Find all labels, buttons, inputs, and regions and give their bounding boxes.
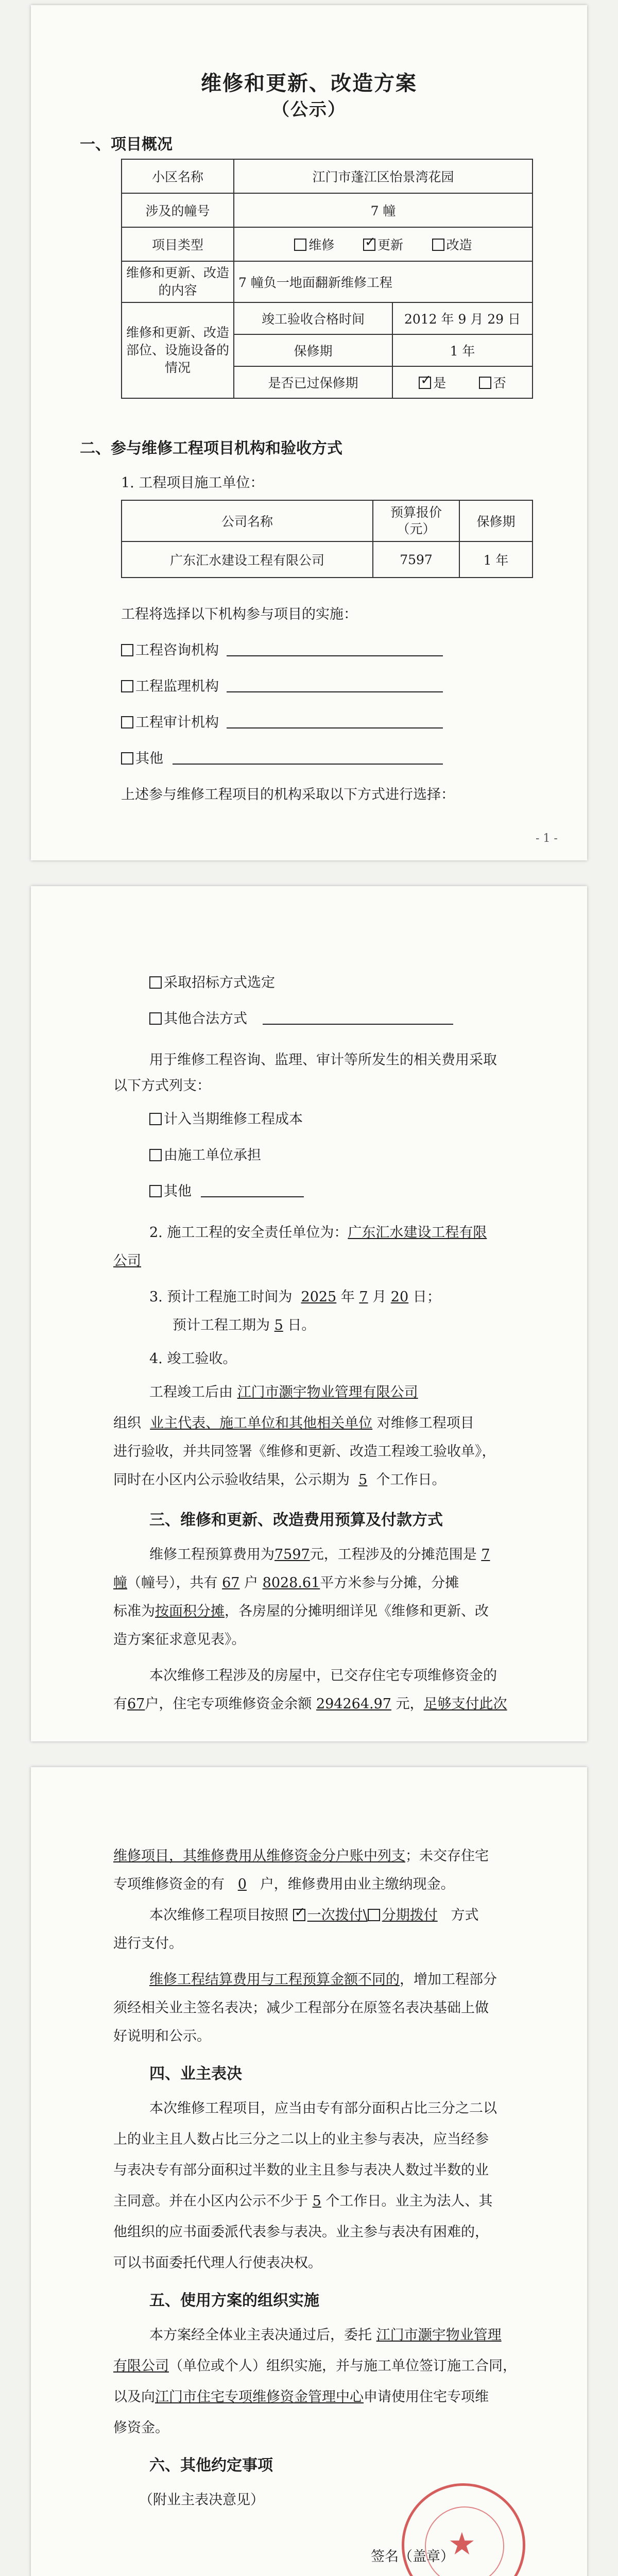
safety-value-cont: 公司 <box>113 1253 141 1269</box>
schedule-month: 7 <box>359 1289 368 1305</box>
impl-l3-a: 以及向 <box>113 2389 155 2405</box>
fee-other <box>149 1180 192 1200</box>
parts-label: 维修和更新、改造部位、设施设备的情况 <box>122 302 234 398</box>
community-label: 小区名称 <box>122 159 234 193</box>
fee-intro-1: 用于维修工程咨询、监理、审计等所发生的相关费用采取 <box>149 1052 497 1068</box>
budget-line-1 <box>149 1543 490 1563</box>
completion-label: 竣工验收合格时间 <box>234 302 392 334</box>
contractor-table <box>121 500 533 578</box>
vote-days: 5 <box>312 2193 321 2209</box>
budget-l3-a: 标准为 <box>113 1603 155 1619</box>
warranty-value: 1 年 <box>392 334 533 366</box>
fee-contractor-label: 由施工单位承担 <box>164 1147 261 1163</box>
fund-line-1 <box>113 1844 489 1865</box>
acc-l2-b: 对维修工程项目 <box>376 1415 474 1431</box>
acceptance-item: 4. 竣工验收。 <box>149 1351 237 1367</box>
schedule-day: 20 <box>390 1289 409 1305</box>
acc-l2-a: 组织 <box>113 1415 141 1431</box>
budget-l2-a: 幢 <box>113 1575 127 1591</box>
building-label: 涉及的幢号 <box>122 193 234 227</box>
vote-days-unit: 个工作日。 <box>325 2193 396 2209</box>
budget-line-4: 造方案征求意见表》。 <box>113 1632 246 1648</box>
vote-line-1: 本次维修工程项目，应当由专有部分面积占比三分之二以 <box>149 2100 497 2116</box>
method-tender <box>149 971 275 991</box>
agency-consulting-label: 工程咨询机构 <box>135 642 219 658</box>
document-page-1 <box>31 5 587 860</box>
expired-no: 否 <box>493 376 506 391</box>
section1-heading: 一、项目概况 <box>80 135 173 154</box>
checkbox-fee-cost <box>149 1113 162 1125</box>
impl-line-4: 修资金。 <box>113 2420 169 2436</box>
seal-star-icon: ★ <box>448 2526 476 2562</box>
type-opt-update: 更新 <box>377 238 403 252</box>
settle-l11-b: ，增加工程部分 <box>400 1972 497 1988</box>
vote-line-2: 上的业主且人数占比三分之二以上的业主参与表决，应当经参 <box>113 2131 489 2147</box>
acc-l1-a: 工程竣工后由 <box>149 1384 233 1400</box>
expired-options <box>392 366 533 398</box>
agency-supervision <box>121 675 219 695</box>
budget-l1-b: 元，工程涉及的分摊范围是 <box>310 1547 477 1563</box>
blank-line <box>201 1196 304 1197</box>
contractor-warranty: 1 年 <box>459 541 533 578</box>
fee-cost-label: 计入当期维修工程成本 <box>164 1111 303 1127</box>
content-value: 7 幢负一地面翻新维修工程 <box>234 261 533 302</box>
payment-options: ✓ 一次拨付\ 分期拨付 <box>293 1907 438 1923</box>
schedule-year-unit: 年 <box>340 1289 355 1305</box>
schedule-year: 2025 <box>301 1289 337 1305</box>
impl-l3-b: 申请使用住宅专项维 <box>364 2389 489 2405</box>
vote-line-4 <box>113 2190 492 2210</box>
fee-other-label: 其他 <box>164 1183 192 1199</box>
acc-l1-val: 江门市灏宇物业管理有限公司 <box>237 1384 418 1400</box>
vote-l4-b: 业主为法人、其 <box>395 2193 493 2209</box>
select-intro: 工程将选择以下机构参与项目的实施： <box>121 606 357 622</box>
section6-note: （附业主表决意见） <box>139 2492 264 2508</box>
vote-line-6: 可以书面委托代理人行使表决权。 <box>113 2255 322 2271</box>
schedule-label: 3. 预计工程施工时间为 <box>149 1289 293 1305</box>
budget-l3-b: ，各房屋的分摊明细详见《维修和更新、改 <box>225 1603 489 1619</box>
budget-l6-b: 户，住宅专项维修资金余额 <box>145 1696 312 1712</box>
checkbox-method-tender <box>149 976 162 989</box>
budget-area: 8028.61 <box>262 1575 320 1591</box>
budget-building: 7 <box>481 1547 490 1563</box>
checkbox-renovate <box>432 239 444 251</box>
budget-amount: 7597 <box>274 1547 310 1563</box>
safety-unit <box>149 1221 487 1241</box>
budget-line-5: 本次维修工程涉及的房屋中，已交存住宅专项维修资金的 <box>149 1668 497 1684</box>
impl-line-3 <box>113 2385 489 2405</box>
blank-line <box>227 691 443 692</box>
section5-heading: 五、使用方案的组织实施 <box>149 2292 319 2310</box>
completion-value: 2012 年 9 月 29 日 <box>392 302 533 334</box>
method-intro: 上述参与维修工程项目的机构采取以下方式进行选择： <box>121 787 455 803</box>
budget-l6-d: 足够支付此次 <box>423 1696 507 1712</box>
budget-households: 67 <box>222 1575 240 1591</box>
impl-line-2 <box>113 2354 517 2375</box>
agency-supervision-label: 工程监理机构 <box>135 679 219 694</box>
budget-l2-b: （幢号），共有 <box>127 1575 218 1591</box>
checkbox-repair <box>294 239 306 251</box>
fee-intro-2: 以下方式列支： <box>113 1078 211 1094</box>
checkbox-payment-once-checked <box>293 1909 305 1921</box>
payment-line-2: 进行支付。 <box>113 1936 183 1952</box>
checkbox-agency-consulting <box>121 644 133 656</box>
checkbox-expired-no <box>479 377 491 389</box>
settle-line-2: 须经相关业主签名表决；减少工程部分在原签名表决基础上做 <box>113 2000 489 2016</box>
blank-line <box>263 1024 453 1025</box>
impl-l3-val: 江门市住宅专项维修资金管理中心 <box>155 2389 364 2405</box>
fund-unpaid-households: 0 <box>237 1876 247 1892</box>
blank-line <box>227 727 443 728</box>
impl-l1-val: 江门市灏宇物业管理 <box>376 2327 502 2343</box>
agency-consulting <box>121 639 219 659</box>
checkbox-agency-audit <box>121 716 133 728</box>
document-title: 维修和更新、改造方案 <box>201 71 417 95</box>
section2-heading: 二、参与维修工程项目机构和验收方式 <box>80 439 342 457</box>
type-opt-repair: 维修 <box>308 238 335 252</box>
acceptance-line-4 <box>113 1468 446 1488</box>
acceptance-line-2 <box>113 1412 474 1432</box>
budget-standard: 按面积分摊 <box>155 1603 225 1619</box>
payment-staged: 分期拨付 <box>382 1907 438 1923</box>
budget-line-6 <box>113 1692 507 1713</box>
document-page-2 <box>31 886 587 1741</box>
community-value: 江门市蓬江区怡景湾花园 <box>234 159 533 193</box>
agency-audit-label: 工程审计机构 <box>135 715 219 731</box>
settle-l11-a: 维修工程结算费用与工程预算金额不同的 <box>149 1972 400 1988</box>
payment-once: 一次拨付 <box>307 1907 363 1923</box>
expired-yes: 是 <box>433 376 447 391</box>
budget-paid-households: 67 <box>127 1696 145 1712</box>
payment-line <box>149 1904 478 1924</box>
acceptance-line-3: 进行验收，并共同签署《维修和更新、改造工程竣工验收单》， <box>113 1444 496 1460</box>
safety-label: 2. 施工工程的安全责任单位为： <box>149 1225 348 1241</box>
schedule-day-unit: 日； <box>413 1289 441 1305</box>
checkbox-expired-yes-checked <box>419 377 431 389</box>
agency-audit <box>121 711 219 731</box>
budget-l1-a: 维修工程预算费用为 <box>149 1547 274 1563</box>
budget-l6-a: 有 <box>113 1696 127 1712</box>
section4-heading: 四、业主表决 <box>149 2065 242 2083</box>
expired-label: 是否已过保修期 <box>234 366 392 398</box>
contractor-h-company: 公司名称 <box>122 500 373 541</box>
safety-value: 广东汇水建设工程有限 <box>348 1225 487 1241</box>
content-label: 维修和更新、改造的内容 <box>122 261 234 302</box>
budget-l6-c: 元， <box>396 1696 424 1712</box>
settle-line-1 <box>149 1968 497 1988</box>
schedule-month-unit: 月 <box>372 1289 387 1305</box>
duration-unit: 日。 <box>287 1317 316 1333</box>
duration-line <box>173 1314 315 1334</box>
acc-l4-a: 同时在小区内公示验收结果，公示期为 <box>113 1472 350 1488</box>
checkbox-payment-staged <box>368 1909 380 1921</box>
fund-l8-a: 专项维修资金的有 <box>113 1876 225 1892</box>
vote-l4-a: 主同意。并在小区内公示不少于 <box>113 2193 308 2209</box>
acc-l2-val: 业主代表、施工单位和其他相关单位 <box>150 1415 373 1431</box>
budget-l2-c: 户 <box>244 1575 259 1591</box>
contractor-h-warranty: 保修期 <box>459 500 533 541</box>
method-other-label: 其他合法方式 <box>164 1011 247 1027</box>
payment-l9-a: 本次维修工程项目按照 <box>149 1907 288 1923</box>
checkbox-update-checked <box>363 239 375 251</box>
type-options <box>234 227 533 261</box>
checkbox-fee-contractor <box>149 1149 162 1161</box>
blank-line <box>173 764 443 765</box>
page-number: - 1 - <box>536 832 558 845</box>
acceptance-line-1 <box>149 1381 418 1401</box>
budget-l2-d: 平方米参与分摊，分摊 <box>320 1575 459 1591</box>
impl-l2-val: 有限公司 <box>113 2358 169 2374</box>
section6-heading: 六、其他约定事项 <box>149 2456 273 2475</box>
method-other <box>149 1007 247 1027</box>
checkbox-agency-other <box>121 752 133 765</box>
schedule-line <box>149 1285 441 1306</box>
section3-heading: 三、维修和更新、改造费用预算及付款方式 <box>149 1511 443 1529</box>
document-page-3 <box>31 1767 587 2576</box>
document-subtitle: （公示） <box>272 99 346 120</box>
payment-l9-b: 方式 <box>451 1907 479 1923</box>
checkbox-method-other <box>149 1012 162 1025</box>
contractor-h-price: 预算报价（元） <box>373 500 459 541</box>
method-tender-label: 采取招标方式选定 <box>164 975 275 991</box>
fund-l8-b: 户，维修费用由业主缴纳现金。 <box>260 1876 455 1892</box>
warranty-label: 保修期 <box>234 334 392 366</box>
contractor-item: 1. 工程项目施工单位： <box>121 475 264 491</box>
budget-line-3 <box>113 1600 489 1620</box>
fund-l7-b: ；未交存住宅 <box>405 1848 489 1864</box>
vote-line-3: 与表决专有部分面积过半数的业主且参与表决人数过半数的业 <box>113 2162 489 2178</box>
checkbox-fee-other <box>149 1185 162 1197</box>
acc-l4-b: 个工作日。 <box>376 1472 446 1488</box>
building-value: 7 幢 <box>234 193 533 227</box>
agency-other-label: 其他 <box>135 751 163 767</box>
impl-l1-a: 本方案经全体业主表决通过后，委托 <box>149 2327 372 2343</box>
duration-label: 预计工程工期为 <box>173 1317 270 1333</box>
settle-line-3: 好说明和公示。 <box>113 2028 211 2044</box>
budget-balance: 294264.97 <box>316 1696 391 1712</box>
vote-line-5: 他组织的应书面委派代表参与表决。业主参与表决有困难的， <box>113 2224 489 2240</box>
duration-value: 5 <box>274 1317 283 1333</box>
type-label: 项目类型 <box>122 227 234 261</box>
fund-l7-a: 维修项目，其维修费用从维修资金分户账中列支 <box>113 1848 405 1864</box>
budget-line-2 <box>113 1571 459 1591</box>
acc-l4-val: 5 <box>358 1472 368 1488</box>
project-overview-table <box>121 159 533 399</box>
impl-l2-b: （单位或个人）组织实施，并与施工单位签订施工合同， <box>169 2358 517 2374</box>
contractor-price: 7597 <box>373 541 459 578</box>
agency-other <box>121 747 163 767</box>
checkbox-agency-supervision <box>121 680 133 692</box>
blank-line <box>227 655 443 656</box>
impl-line-1 <box>149 2324 502 2344</box>
type-opt-renovate: 改造 <box>446 238 472 252</box>
contractor-company: 广东汇水建设工程有限公司 <box>122 541 373 578</box>
fee-cost <box>149 1108 303 1128</box>
fee-contractor <box>149 1144 261 1164</box>
fund-line-2 <box>113 1873 455 1893</box>
signature-label: 签名（盖章） <box>371 2549 454 2565</box>
